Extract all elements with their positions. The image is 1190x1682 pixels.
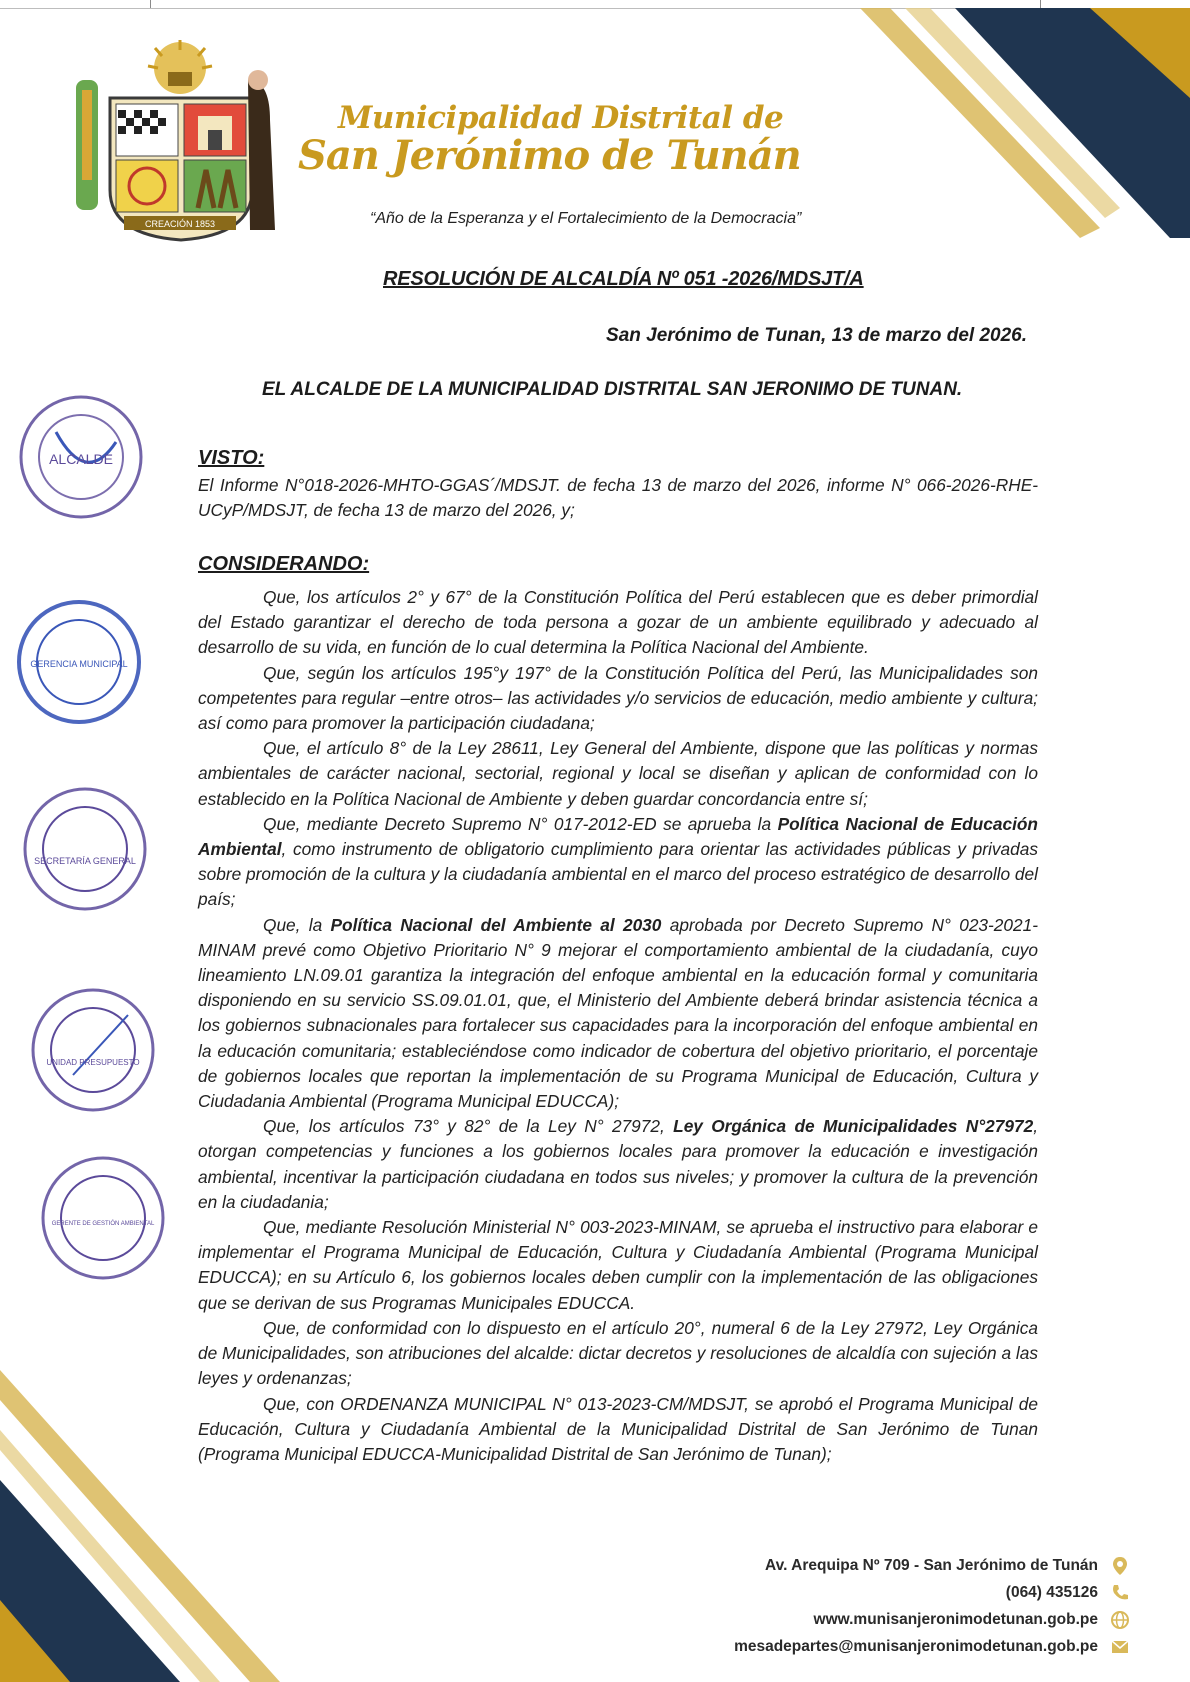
- brand-line-1: Municipalidad Distrital de: [338, 100, 784, 136]
- page-tick: [150, 0, 151, 8]
- phone-icon: [1110, 1583, 1130, 1603]
- considerando-paragraph-5: [198, 913, 1038, 1115]
- crest-banner-text: CREACIÓN 1853: [144, 219, 216, 229]
- top-right-corner-decoration: [860, 8, 1190, 238]
- considerando-paragraph-9: Que, con ORDENANZA MUNICIPAL N° 013-2023-CM/MDSJT, se aprobó el Programa Municipal de Educación, Cultura y Ciudadanía Ambiental de la Municipalidad Distrital de San Jerónimo de Tunan (Programa Municipal EDUCCA-Municipalidad Distrital de San Jerónimo de Tunan);: [198, 1393, 1038, 1464]
- considerando-paragraph-2: Que, según los artículos 195°y 197° de la Constitución Política del Perú, las Municipalidades son competentes para regular –entre otros– las actividades y/o servicios de educación, medio ambiente y cultura; así como para promover la participación ciudadana;: [198, 662, 1038, 734]
- stamp-secretaria-general: [20, 784, 150, 914]
- p5-lead: Que, la: [263, 914, 331, 935]
- stamp-gerencia-municipal: [14, 597, 144, 727]
- municipal-crest-logo: [70, 40, 280, 245]
- considerando-paragraph-8: Que, de conformidad con lo dispuesto en el artículo 20°, numeral 6 de la Ley 27972, Ley Orgánica de Municipalidades, son atribuciones del alcalde: dictar decretos y resoluciones de alcaldía con sujeción a las leyes y ordenanzas;: [198, 1317, 1038, 1389]
- footer-phone-row: [734, 1579, 1130, 1606]
- considerando-heading: CONSIDERANDO:: [198, 553, 370, 575]
- visto-paragraph: El Informe N°018-2026-MHTO-GGAS´/MDSJT. de fecha 13 de marzo del 2026, informe N° 066-2026-RHE-UCyP/MDSJT, de fecha 13 de marzo del 2026, y;: [198, 475, 1038, 521]
- considerando-paragraph-3: Que, el artículo 8° de la Ley 28611, Ley General del Ambiente, dispone que las políticas y normas ambientales de carácter nacional, sectorial, regional y local se diseñan y aplican de conformidad con lo establecido en la Política Nacional de Ambiente y deben guardar concordancia entre sí;: [198, 738, 1038, 809]
- p4-rest: , como instrumento de obligatorio cumplimiento para orientar las actividades públicas y privadas sobre promoción de la cultura y la ciudadanía ambiental en el marco del proceso estratégico de desarrollo del país;: [198, 839, 1038, 910]
- globe-icon: [1110, 1610, 1130, 1630]
- p4-bold: Política Nacional de Educación Ambiental: [198, 813, 1038, 860]
- considerando-paragraph-1: Que, los artículos 2° y 67° de la Constitución Política del Perú establecen que es deber primordial del Estado garantizar el derecho de toda persona a gozar de un ambiente equilibrado y adecuado al desarrollo de su vida, en función de lo cual determina la Política Nacional del Ambiente.: [198, 587, 1038, 658]
- footer-email-row: [734, 1633, 1130, 1660]
- footer-phone: (064) 435126: [1005, 1583, 1098, 1601]
- footer-website-row: [734, 1606, 1130, 1633]
- p5-bold: Política Nacional del Ambiente al 2030: [330, 914, 662, 935]
- stamp-secretaria-label: SECRETARÍA GENERAL: [34, 856, 136, 866]
- page-tick: [1040, 0, 1041, 8]
- p6-bold: Ley Orgánica de Municipalidades N°27972: [673, 1116, 1034, 1137]
- year-motto: “Año de la Esperanza y el Fortalecimiento de la Democracia”: [370, 210, 802, 227]
- stamp-alcalde-label: ALCALDE: [49, 451, 113, 467]
- p5-rest: aprobada por Decreto Supremo N° 023-2021-MINAM prevé como Objetivo Prioritario N° 9 mejorar el comportamiento ambiental de la ciudadanía, cuyo lineamiento LN.09.01 garantiza la integración del enfoque ambiental en la educación formal y comunitaria disponiendo en su servicio SS.09.01.01, que, el Ministerio del Ambiente deberá brindar asistencia técnica a los gobiernos subnacionales para fortalecer sus capacidades para la incorporación del enfoque ambiental en la educación comunitaria; estableciéndose como indicador de cobertura del objetivo prioritario, el porcentaje de gobiernos locales que reportan la implementación de su Programa Municipal de Educación, Cultura y Ciudadania Ambiental (Programa Municipal EDUCCA);: [198, 914, 1038, 1112]
- stamp-gerencia-label: GERENCIA MUNICIPAL: [30, 659, 128, 669]
- p6-rest: , otorgan competencias y funciones a los gobiernos locales para promover la educación e investigación ambiental, incentivar la participación ciudadana en todos sus niveles; y promover la cultura de la prevención en la ciudadania;: [198, 1116, 1038, 1212]
- stamp-alcalde: [16, 392, 146, 522]
- visto-text: [198, 473, 1038, 523]
- municipality-name: [298, 100, 801, 179]
- footer-address-row: [734, 1552, 1130, 1579]
- considerando-paragraph-6: [198, 1114, 1038, 1215]
- footer-address: Av. Arequipa Nº 709 - San Jerónimo de Tunán: [765, 1556, 1098, 1574]
- place-date: San Jerónimo de Tunan, 13 de marzo del 2026.: [606, 325, 1027, 346]
- footer-contact: [734, 1552, 1130, 1660]
- footer-website[interactable]: www.munisanjeronimodetunan.gob.pe: [813, 1610, 1098, 1628]
- considerando-body: [198, 585, 1038, 1467]
- stamp-presupuesto: [28, 985, 158, 1115]
- stamp-presupuesto-label: UNIDAD PRESUPUESTO: [46, 1058, 140, 1067]
- considerando-paragraph-7: Que, mediante Resolución Ministerial N° 003-2023-MINAM, se aprueba el instructivo para elaborar e implementar el Programa Municipal de Educación, Cultura y Ciudadanía Ambiental (Programa Municipal EDUCCA); en su Artículo 6, los gobiernos locales deben cumplir con la implementación de las obligaciones que se derivan de sus Programas Municipales EDUCCA.: [198, 1217, 1038, 1313]
- brand-line-2: San Jerónimo de Tunán: [298, 132, 801, 179]
- footer-email[interactable]: mesadepartes@munisanjeronimodetunan.gob.pe: [734, 1637, 1098, 1655]
- resolution-title: RESOLUCIÓN DE ALCALDÍA Nº 051 -2026/MDSJT/A: [383, 268, 864, 290]
- p6-lead: Que, los artículos 73° y 82° de la Ley N° 27972,: [263, 1116, 674, 1137]
- visto-heading: VISTO:: [198, 447, 265, 469]
- considerando-paragraph-4: [198, 812, 1038, 913]
- stamp-gestion-label: GERENTE DE GESTIÓN AMBIENTAL: [51, 1221, 155, 1227]
- map-pin-icon: [1110, 1556, 1130, 1576]
- p4-lead: Que, mediante Decreto Supremo N° 017-2012-ED se aprueba la: [263, 813, 778, 834]
- stamp-gestion-ambiental: [38, 1153, 168, 1283]
- envelope-icon: [1110, 1637, 1130, 1657]
- issuing-authority: EL ALCALDE DE LA MUNICIPALIDAD DISTRITAL SAN JERONIMO DE TUNAN.: [262, 379, 963, 400]
